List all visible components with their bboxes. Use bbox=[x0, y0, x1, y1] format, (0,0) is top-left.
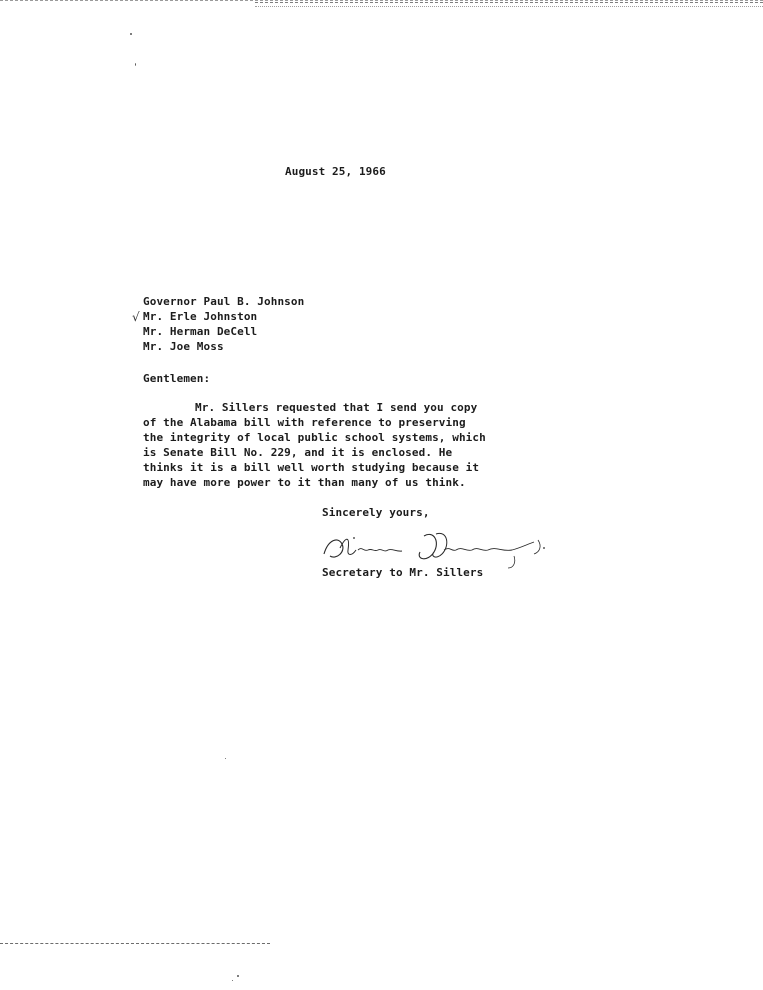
body-line: Mr. Sillers requested that I send you copy bbox=[195, 401, 478, 414]
recipient-line: Mr. Joe Moss bbox=[143, 340, 224, 353]
body-line: thinks it is a bill well worth studying because it bbox=[143, 461, 480, 474]
handwritten-signature bbox=[316, 522, 566, 572]
closing: Sincerely yours, bbox=[322, 506, 430, 519]
signature-title: Secretary to Mr. Sillers bbox=[322, 566, 484, 579]
scan-speck bbox=[130, 33, 132, 35]
recipient-line: Governor Paul B. Johnson bbox=[143, 295, 305, 308]
body-line: may have more power to it than many of us think. bbox=[143, 476, 466, 489]
salutation: Gentlemen: bbox=[143, 372, 211, 385]
scan-edge-bottom bbox=[0, 943, 270, 946]
body-line: of the Alabama bill with reference to preserving bbox=[143, 416, 466, 429]
scan-speck bbox=[237, 975, 239, 977]
scan-speck bbox=[225, 758, 226, 759]
scan-speck bbox=[135, 63, 136, 66]
body-line: the integrity of local public school systems, which bbox=[143, 431, 486, 444]
scan-speck bbox=[232, 980, 233, 981]
body-line: is Senate Bill No. 229, and it is enclosed. He bbox=[143, 446, 453, 459]
letter-date: August 25, 1966 bbox=[285, 165, 386, 178]
recipient-line: Mr. Herman DeCell bbox=[143, 325, 258, 338]
check-mark-icon: √ bbox=[132, 310, 140, 324]
scan-edge-top-right bbox=[255, 2, 763, 7]
recipient-line: Mr. Erle Johnston bbox=[143, 310, 258, 323]
